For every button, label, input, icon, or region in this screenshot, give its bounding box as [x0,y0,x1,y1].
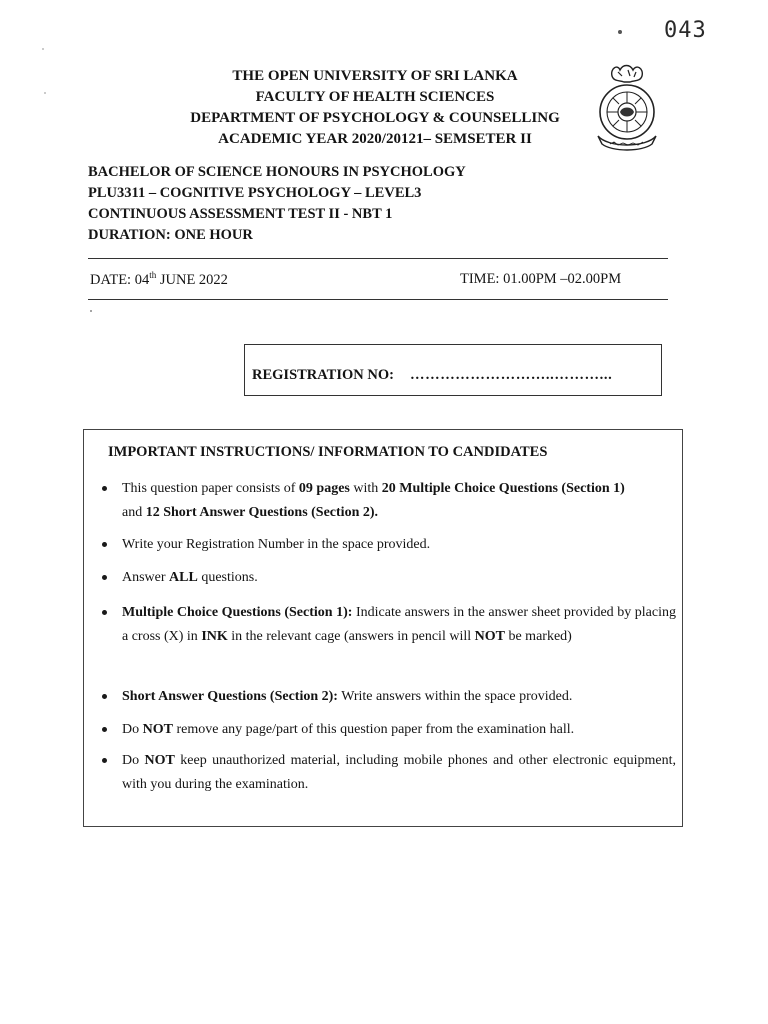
instruction-text: Answer [122,570,170,585]
instruction-text: keep unauthorized material, including mobile phones and other electronic equipment, with you during the examination. [122,753,676,792]
degree-title: BACHELOR OF SCIENCE HONOURS IN PSYCHOLOGY [88,164,466,180]
test-name: CONTINUOUS ASSESSMENT TEST II - NBT 1 [88,206,393,222]
academic-year: ACADEMIC YEAR 2020/20121– SEMSETER II [218,131,532,147]
divider-top [88,258,668,259]
instructions-title: IMPORTANT INSTRUCTIONS/ INFORMATION TO CANDIDATES [108,444,548,460]
instruction-bold: ALL [169,570,198,585]
scan-speck [44,92,46,94]
instruction-bold: 12 Short Answer Questions (Section 2). [145,505,379,520]
exam-date [90,270,228,289]
bullet-icon [102,758,107,763]
instruction-bold: 20 Multiple Choice Questions (Section 1) [381,481,625,496]
instruction-text: Do [122,753,145,768]
instruction-item-answer-all [98,566,676,590]
university-crest-icon [590,62,664,154]
divider-bottom [88,299,668,300]
instruction-text: This question paper consists of [122,481,299,496]
scan-speck [618,30,622,34]
exam-header [140,66,610,150]
bullet-icon [102,542,107,547]
bullet-icon [102,694,107,699]
module-code: PLU3311 – COGNITIVE PSYCHOLOGY – LEVEL3 [88,185,422,201]
instruction-text: be marked) [504,629,572,644]
instruction-bold: NOT [474,629,505,644]
department-name: DEPARTMENT OF PSYCHOLOGY & COUNSELLING [190,110,560,126]
course-details [88,162,466,246]
instruction-item-pages [98,477,676,525]
scan-speck [90,310,92,312]
bullet-icon [102,610,107,615]
date-prefix: DATE: 04 [90,271,150,288]
instruction-item-mcq [98,601,676,649]
instruction-text: Do [122,722,143,737]
scan-speck [42,48,44,50]
exam-time: TIME: 01.00PM –02.00PM [460,271,622,287]
date-suffix: JUNE 2022 [156,271,228,288]
instruction-text: with [349,481,382,496]
instruction-text: questions. [197,570,258,585]
instruction-text: Write your Registration Number in the space provided. [122,537,431,552]
date-superscript: th [149,270,157,280]
instruction-bold: Short Answer Questions (Section 2): [122,689,338,704]
instruction-text: Indicate answers in the answer sheet provided by placing a cross (X) in [122,605,676,644]
bullet-icon [102,575,107,580]
duration: DURATION: ONE HOUR [88,227,253,243]
instruction-text: in the relevant cage (answers in pencil will [227,629,475,644]
faculty-name: FACULTY OF HEALTH SCIENCES [255,89,495,105]
bullet-icon [102,486,107,491]
instruction-item-no-material [98,749,676,797]
instruction-item-short-answer [98,685,676,709]
instruction-bold: NOT [144,753,175,768]
university-name: THE OPEN UNIVERSITY OF SRI LANKA [232,68,518,84]
instruction-bold: Multiple Choice Questions (Section 1): [122,605,353,620]
page-number: 043 [664,18,707,43]
instruction-bold: 09 pages [298,481,350,496]
instruction-bold: INK [201,629,228,644]
registration-field[interactable]: ………………………..………... [410,367,613,383]
instruction-item-registration [98,533,676,557]
registration-label: REGISTRATION NO: [252,367,394,383]
instruction-text: and [122,505,146,520]
instruction-text: Write answers within the space provided. [337,689,573,704]
instruction-item-no-remove [98,718,676,742]
bullet-icon [102,727,107,732]
instruction-bold: NOT [142,722,173,737]
instruction-text: remove any page/part of this question paper from the examination hall. [172,722,575,737]
